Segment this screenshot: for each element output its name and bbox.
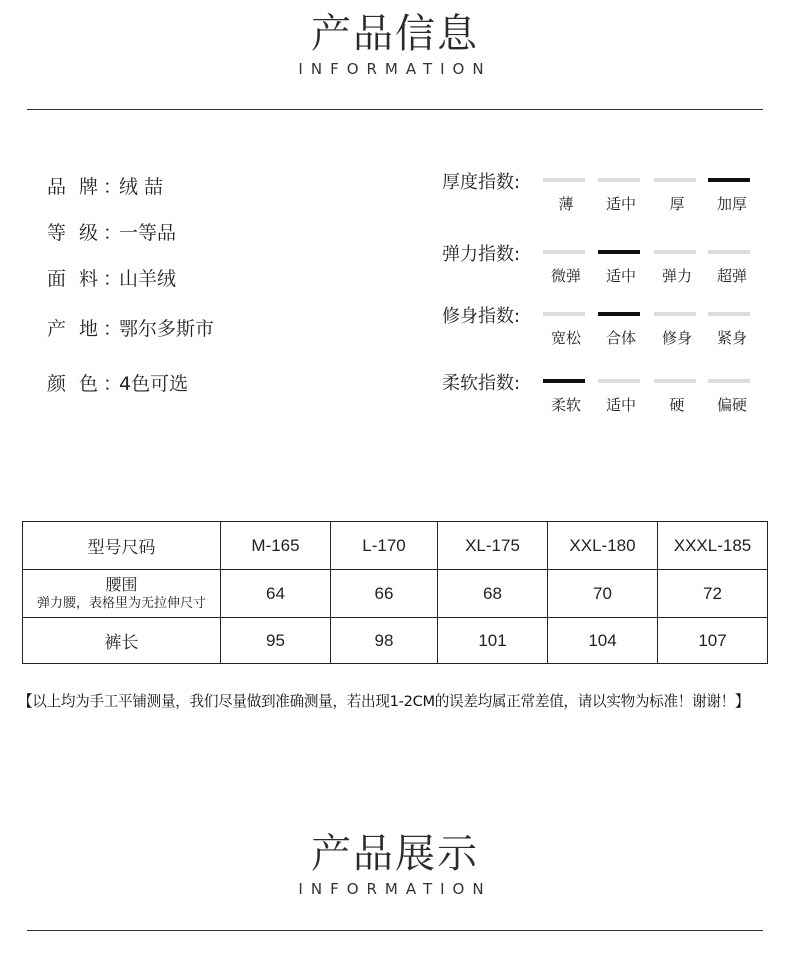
index-bar <box>598 379 640 383</box>
table-cell: 66 <box>331 570 438 618</box>
index-bar <box>543 250 585 254</box>
table-header-row <box>23 522 768 570</box>
table-cell: 64 <box>221 570 331 618</box>
index-bar-selected <box>598 312 640 316</box>
index-option: 合体 <box>605 329 636 347</box>
table-cell: 70 <box>548 570 658 618</box>
index-option: 适中 <box>605 267 636 285</box>
table-row-length <box>23 618 768 664</box>
waist-label: 腰围 <box>105 576 138 594</box>
spec-origin-value: 鄂尔多斯市 <box>119 318 215 340</box>
section-subtitle-display: INFORMATION <box>298 880 492 898</box>
index-bar <box>708 312 750 316</box>
spec-grade-value: 一等品 <box>119 222 177 244</box>
index-option: 加厚 <box>716 195 747 213</box>
index-bar-selected <box>598 250 640 254</box>
index-bar <box>654 312 696 316</box>
index-option: 适中 <box>605 195 636 213</box>
index-bar <box>654 178 696 182</box>
index-bar <box>708 379 750 383</box>
index-option: 厚 <box>669 195 685 213</box>
divider-top <box>27 109 763 110</box>
measurement-note: 【以上均为手工平铺测量，我们尽量做到准确测量，若出现1-2CM的误差均属正常差值，请以实物为标准！谢谢！】 <box>18 693 750 710</box>
index-bar <box>708 250 750 254</box>
index-option: 紧身 <box>716 329 747 347</box>
divider-bottom <box>27 930 763 931</box>
table-row-waist <box>23 570 768 618</box>
section-subtitle-info: INFORMATION <box>298 60 492 78</box>
section-title-display: 产品展示 <box>311 831 479 877</box>
index-label: 厚度指数: <box>442 172 521 193</box>
index-bar <box>654 379 696 383</box>
index-option: 柔软 <box>550 396 581 414</box>
index-option: 超弹 <box>716 267 747 285</box>
index-option: 弹力 <box>661 267 692 285</box>
table-cell: 68 <box>438 570 548 618</box>
table-header-cell: XXXL-185 <box>658 522 768 570</box>
index-bar <box>543 312 585 316</box>
waist-note: 弹力腰，表格里为无拉伸尺寸 <box>36 594 206 610</box>
spec-grade: 等 级 ：一等品 <box>47 222 177 244</box>
table-cell: 107 <box>658 618 768 664</box>
table-header-cell: M-165 <box>221 522 331 570</box>
index-option: 宽松 <box>550 329 581 347</box>
index-option: 适中 <box>605 396 636 414</box>
index-option: 偏硬 <box>716 396 747 414</box>
index-option: 修身 <box>661 329 692 347</box>
index-label: 柔软指数: <box>442 373 521 394</box>
table-header-cell: 型号尺码 <box>23 522 221 570</box>
index-bar <box>654 250 696 254</box>
index-label: 修身指数: <box>442 306 521 327</box>
index-label: 弹力指数: <box>442 244 521 265</box>
table-cell: 101 <box>438 618 548 664</box>
spec-color: 颜 色 ：4色可选 <box>47 373 189 395</box>
index-bar <box>543 178 585 182</box>
table-cell: 104 <box>548 618 658 664</box>
index-option: 微弹 <box>550 267 581 285</box>
spec-brand-value: 绒 喆 <box>119 176 164 198</box>
index-option: 薄 <box>558 195 574 213</box>
section-title-info: 产品信息 <box>311 11 479 57</box>
table-cell: 72 <box>658 570 768 618</box>
size-table <box>22 521 768 664</box>
table-header-cell: XXL-180 <box>548 522 658 570</box>
spec-color-value: 4色可选 <box>119 373 189 395</box>
table-header-cell: L-170 <box>331 522 438 570</box>
spec-material-value: 山羊绒 <box>119 268 177 290</box>
row-label-waist <box>23 570 221 618</box>
spec-material: 面 料 ：山羊绒 <box>47 268 177 290</box>
index-bar <box>598 178 640 182</box>
table-cell: 98 <box>331 618 438 664</box>
table-cell: 95 <box>221 618 331 664</box>
spec-origin: 产 地 ：鄂尔多斯市 <box>47 318 215 340</box>
index-bar-selected <box>543 379 585 383</box>
row-label-length: 裤长 <box>23 618 221 664</box>
spec-brand: 品 牌 ：绒 喆 <box>47 176 164 198</box>
table-header-cell: XL-175 <box>438 522 548 570</box>
index-option: 硬 <box>669 396 685 414</box>
index-bar-selected <box>708 178 750 182</box>
